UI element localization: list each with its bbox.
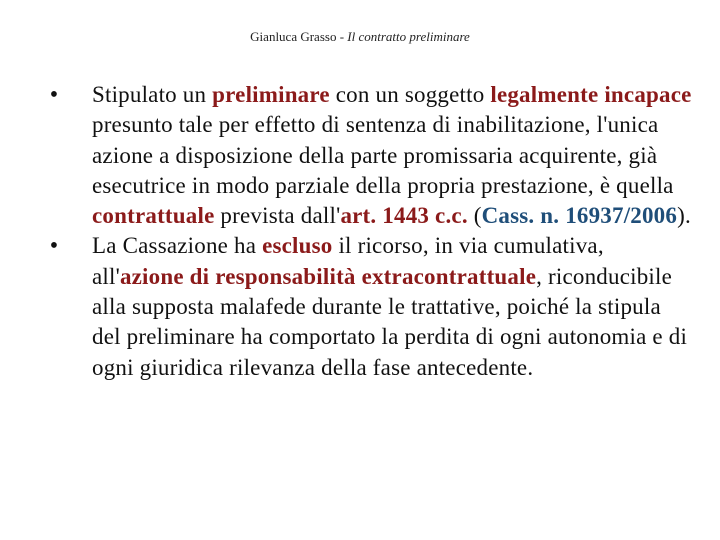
emphasis-text: legalmente incapace bbox=[490, 82, 692, 107]
bullet-item-2 bbox=[44, 231, 694, 382]
page-header bbox=[0, 29, 720, 45]
text-segment: La Cassazione ha bbox=[92, 233, 263, 259]
emphasis-text: preliminare bbox=[212, 82, 330, 107]
emphasis-text: contrattuale bbox=[92, 203, 215, 229]
text-segment: prevista dall' bbox=[214, 203, 341, 229]
citation-text: Cass. n. 16937/2006 bbox=[481, 203, 678, 229]
text-segment: presunto tale per effetto di sentenza di inabilitazione, l'unica azione a disposizione della parte promissaria acquirente, già esecutrice in modo parziale della propria prestazione, è quella bbox=[92, 112, 674, 198]
text-segment: ). bbox=[677, 203, 691, 229]
text-segment: il ricorso, in via cumulativa, all' bbox=[92, 233, 604, 289]
header-author: Gianluca Grasso - bbox=[250, 29, 348, 44]
bullet-list bbox=[44, 80, 694, 383]
text-segment: Stipulato un bbox=[92, 82, 213, 107]
text-segment: con un soggetto bbox=[329, 82, 491, 107]
bullet-marker: • bbox=[49, 82, 59, 108]
emphasis-text: azione di responsabilità extracontrattuale bbox=[119, 263, 537, 289]
emphasis-text: art. 1443 c.c. bbox=[340, 203, 468, 229]
text-segment: , riconducibile alla supposta malafede durante le trattative, poiché la stipula del preliminare ha comportato la perdita di ogni autonomia e di ogni giuridica rilevanza della fase antecedente. bbox=[92, 263, 688, 380]
emphasis-text: escluso bbox=[262, 233, 333, 259]
bullet-marker: • bbox=[49, 233, 59, 260]
text-segment: ( bbox=[467, 203, 482, 229]
header-title: Il contratto preliminare bbox=[347, 29, 470, 44]
bullet-item-1 bbox=[44, 80, 694, 231]
